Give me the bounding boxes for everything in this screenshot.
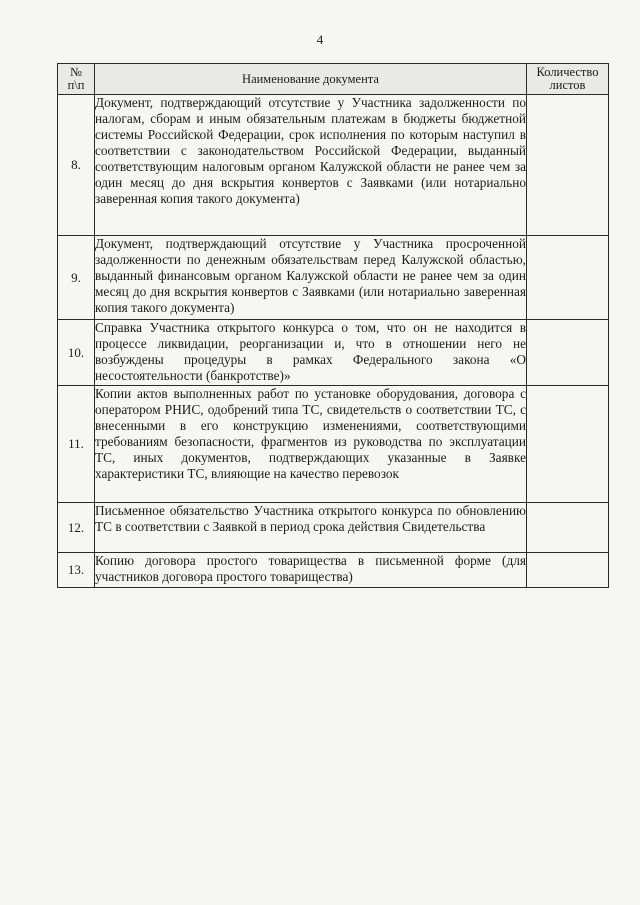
documents-table [57,63,609,588]
row-number: 9. [58,236,95,320]
row-sheet-count [527,320,609,386]
row-sheet-count [527,386,609,503]
row-document-name: Документ, подтверждающий отсутствие у Участника просроченной задолженности по денежным обязательствам перед Калужской областью, выданный финансовым органом Калужской области не ранее чем за один месяц до дня вскрытия конвертов с Заявками (или нотариально заверенная копия такого документа) [95,236,527,320]
row-number: 11. [58,386,95,503]
table-row [58,386,609,503]
table-header-row [58,64,609,95]
table-row [58,320,609,386]
row-document-name: Документ, подтверждающий отсутствие у Участника задолженности по налогам, сборам и иным обязательным платежам в бюджеты бюджетной системы Российской Федерации, срок исполнения по которым наступил в соответствии с законодательством Российской Федерации, выданный соответствующим налоговым органом Калужской области не ранее чем за один месяц до дня вскрытия конвертов с Заявками (или нотариально заверенная копия такого документа) [95,95,527,236]
row-document-name: Копию договора простого товарищества в письменной форме (для участников договора простого товарищества) [95,553,527,588]
header-document-name: Наименование документа [95,64,527,95]
row-sheet-count [527,553,609,588]
row-document-name: Копии актов выполненных работ по установке оборудования, договора с оператором РНИС, одобрений типа ТС, свидетельств о соответствии ТС, с внесенными в его конструкцию изменениями, соответствующими требованиям безопасности, фрагментов из руководства по эксплуатации ТС, иных документов, подтверждающих указанные в Заявке характеристики ТС, влияющие на качество перевозок [95,386,527,503]
table-row [58,503,609,553]
header-number [58,64,95,95]
header-number-label: № п\п [67,65,85,92]
row-sheet-count [527,503,609,553]
page-number: 4 [316,32,324,47]
row-number: 13. [58,553,95,588]
row-number: 8. [58,95,95,236]
row-sheet-count [527,95,609,236]
row-document-name: Справка Участника открытого конкурса о том, что он не находится в процессе ликвидации, реорганизации и, что в отношении него не возбуждены процедуры в рамках Федерального закона «О несостоятельности (банкротстве)» [95,320,527,386]
table-row [58,553,609,588]
header-sheet-count: Количество листов [527,64,609,95]
table-row [58,95,609,236]
table-row [58,236,609,320]
row-sheet-count [527,236,609,320]
row-number: 10. [58,320,95,386]
row-document-name: Письменное обязательство Участника открытого конкурса по обновлению ТС в соответствии с Заявкой в период срока действия Свидетельства [95,503,527,553]
row-number: 12. [58,503,95,553]
